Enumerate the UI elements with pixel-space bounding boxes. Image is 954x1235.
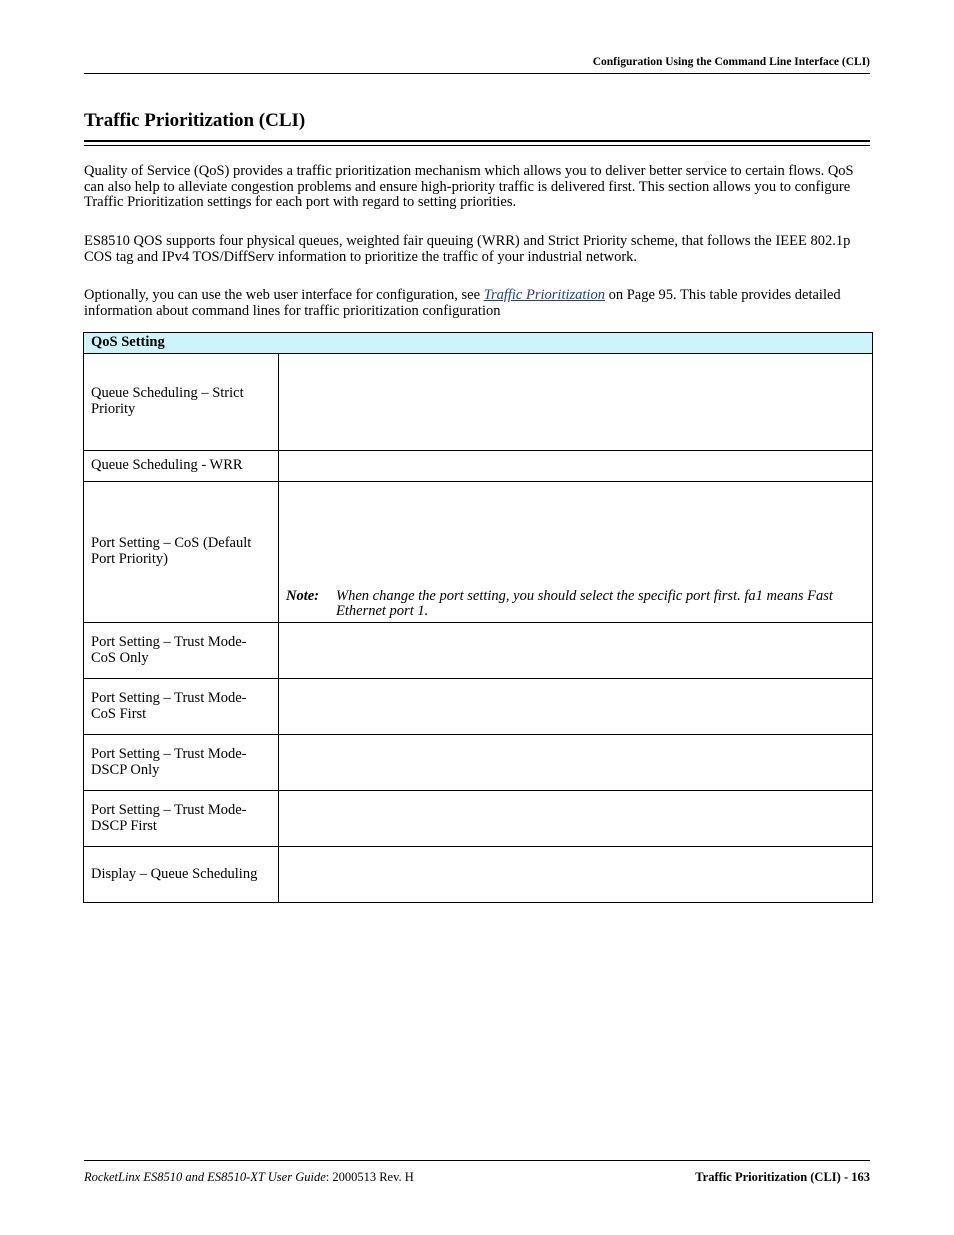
note <box>286 589 865 620</box>
header-rule <box>84 73 870 74</box>
row-label: Port Setting – Trust Mode- CoS Only <box>84 623 279 679</box>
footer-guide-name: RocketLinx ES8510 and ES8510-XT User Guide <box>84 1170 326 1184</box>
table-row <box>84 623 873 679</box>
row-label: Port Setting – CoS (Default Port Priority) <box>84 482 279 623</box>
row-content <box>279 791 873 847</box>
table-row <box>84 735 873 791</box>
row-content <box>279 735 873 791</box>
table-row <box>84 354 873 451</box>
intro-paragraph: Quality of Service (QoS) provides a traffic prioritization mechanism which allows you to deliver better service to certain flows. QoS can also help to alleviate congestion problems and ensure high-priority traffic is delivered first. This section allows you to configure Traffic Prioritization settings for each port with regard to setting priorities. <box>84 163 854 211</box>
row-content <box>279 482 873 623</box>
queues-paragraph: ES8510 QOS supports four physical queues, weighted fair queuing (WRR) and Strict Priority scheme, that follows the IEEE 802.1p COS tag and IPv4 TOS/DiffServ information to prioritize the traffic of your industrial network. <box>84 233 851 265</box>
row-label: Port Setting – Trust Mode- DSCP Only <box>84 735 279 791</box>
footer-guide-title <box>84 1170 414 1185</box>
footer-page-label: Traffic Prioritization (CLI) - 163 <box>695 1170 870 1184</box>
title-double-rule <box>84 140 870 146</box>
table-row <box>84 847 873 903</box>
running-header: Configuration Using the Command Line Interface (CLI) <box>592 56 870 68</box>
table-row <box>84 679 873 735</box>
row-content <box>279 451 873 482</box>
row-content <box>279 679 873 735</box>
qos-table-header: QoS Setting <box>84 333 873 354</box>
note-label: Note: <box>286 587 320 604</box>
footer-doc-number: : 2000513 Rev. H <box>325 1170 414 1184</box>
row-label: Port Setting – Trust Mode- CoS First <box>84 679 279 735</box>
table-row <box>84 451 873 482</box>
row-label: Queue Scheduling - WRR <box>84 451 279 482</box>
web-ui-text-before: Optionally, you can use the web user interface for configuration, see <box>84 287 484 303</box>
section-title: Traffic Prioritization (CLI) <box>84 110 306 131</box>
row-content <box>279 623 873 679</box>
traffic-prioritization-link[interactable]: Traffic Prioritization <box>483 287 605 303</box>
row-label: Display – Queue Scheduling <box>84 847 279 903</box>
footer-rule <box>84 1160 870 1161</box>
web-ui-paragraph <box>84 288 870 319</box>
row-label: Queue Scheduling – Strict Priority <box>84 354 279 451</box>
web-ui-text-after: on Page 95. This table provides detailed information about command lines for traffic prioritization configuration <box>84 287 841 319</box>
table-row <box>84 482 873 623</box>
row-content <box>279 354 873 451</box>
row-content <box>279 847 873 903</box>
qos-setting-table <box>83 332 873 903</box>
note-text: When change the port setting, you should select the specific port first. fa1 means Fast Ethernet port 1. <box>336 587 833 620</box>
table-row <box>84 791 873 847</box>
row-label: Port Setting – Trust Mode- DSCP First <box>84 791 279 847</box>
